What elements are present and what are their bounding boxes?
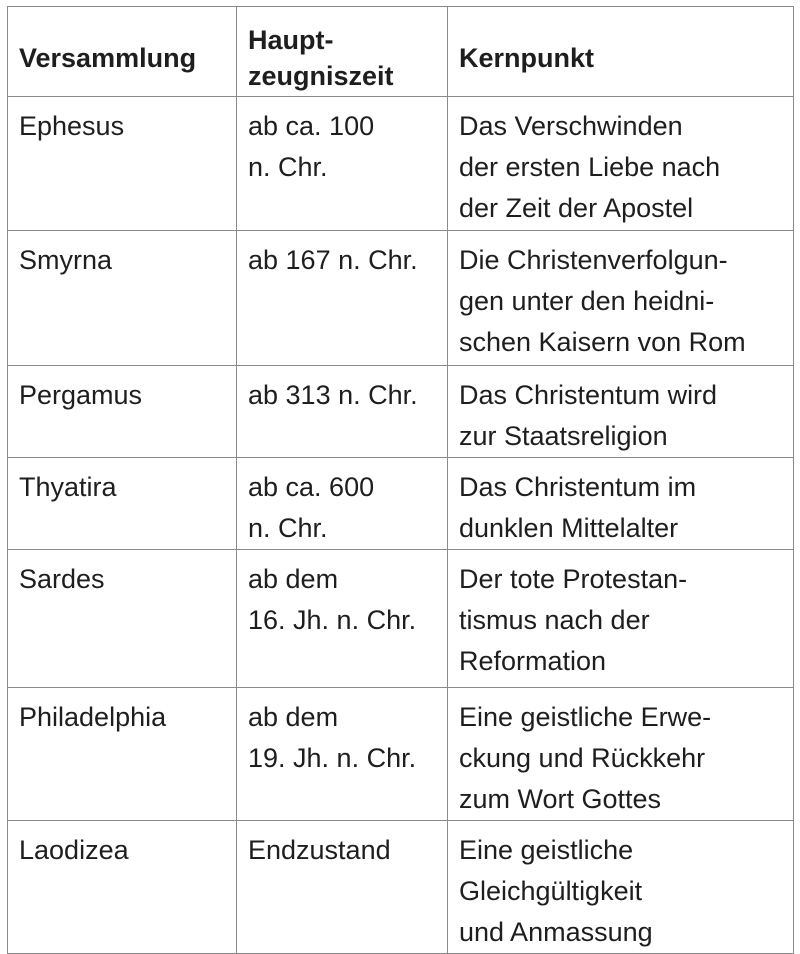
cell-kernpunkt: Der tote Protestan- tismus nach der Reformation [448,550,794,688]
cell-zeit: ab ca. 600 n. Chr. [237,458,448,550]
table-row [8,458,794,550]
cell-versammlung: Sardes [8,550,237,688]
cell-versammlung: Smyrna [8,231,237,366]
cell-versammlung: Philadelphia [8,688,237,821]
cell-kernpunkt: Eine geistliche Erwe- ckung und Rückkehr zum Wort Gottes [448,688,794,821]
cell-kernpunkt: Das Christentum im dunklen Mittelalter [448,458,794,550]
header-hauptzeugniszeit: Haupt- zeugniszeit [237,7,448,97]
cell-zeit: ab 167 n. Chr. [237,231,448,366]
table-row [8,550,794,688]
cell-kernpunkt: Die Christenverfolgun- gen unter den heidni- schen Kaisern von Rom [448,231,794,366]
cell-kernpunkt: Das Verschwinden der ersten Liebe nach der Zeit der Apostel [448,97,794,231]
cell-kernpunkt: Eine geistliche Gleichgültigkeit und Anmassung [448,821,794,954]
cell-kernpunkt: Das Christentum wird zur Staatsreligion [448,366,794,458]
header-kernpunkt: Kernpunkt [448,7,794,97]
cell-zeit: ab dem 19. Jh. n. Chr. [237,688,448,821]
table-row [8,688,794,821]
cell-versammlung: Pergamus [8,366,237,458]
table-row [8,366,794,458]
assemblies-table [7,6,794,954]
cell-zeit: ab ca. 100 n. Chr. [237,97,448,231]
table-row [8,231,794,366]
cell-zeit: ab dem 16. Jh. n. Chr. [237,550,448,688]
table-row [8,97,794,231]
cell-zeit: ab 313 n. Chr. [237,366,448,458]
table-row [8,821,794,954]
table-header-row [8,7,794,97]
header-versammlung: Versammlung [8,7,237,97]
cell-versammlung: Thyatira [8,458,237,550]
cell-versammlung: Laodizea [8,821,237,954]
cell-versammlung: Ephesus [8,97,237,231]
cell-zeit: Endzustand [237,821,448,954]
